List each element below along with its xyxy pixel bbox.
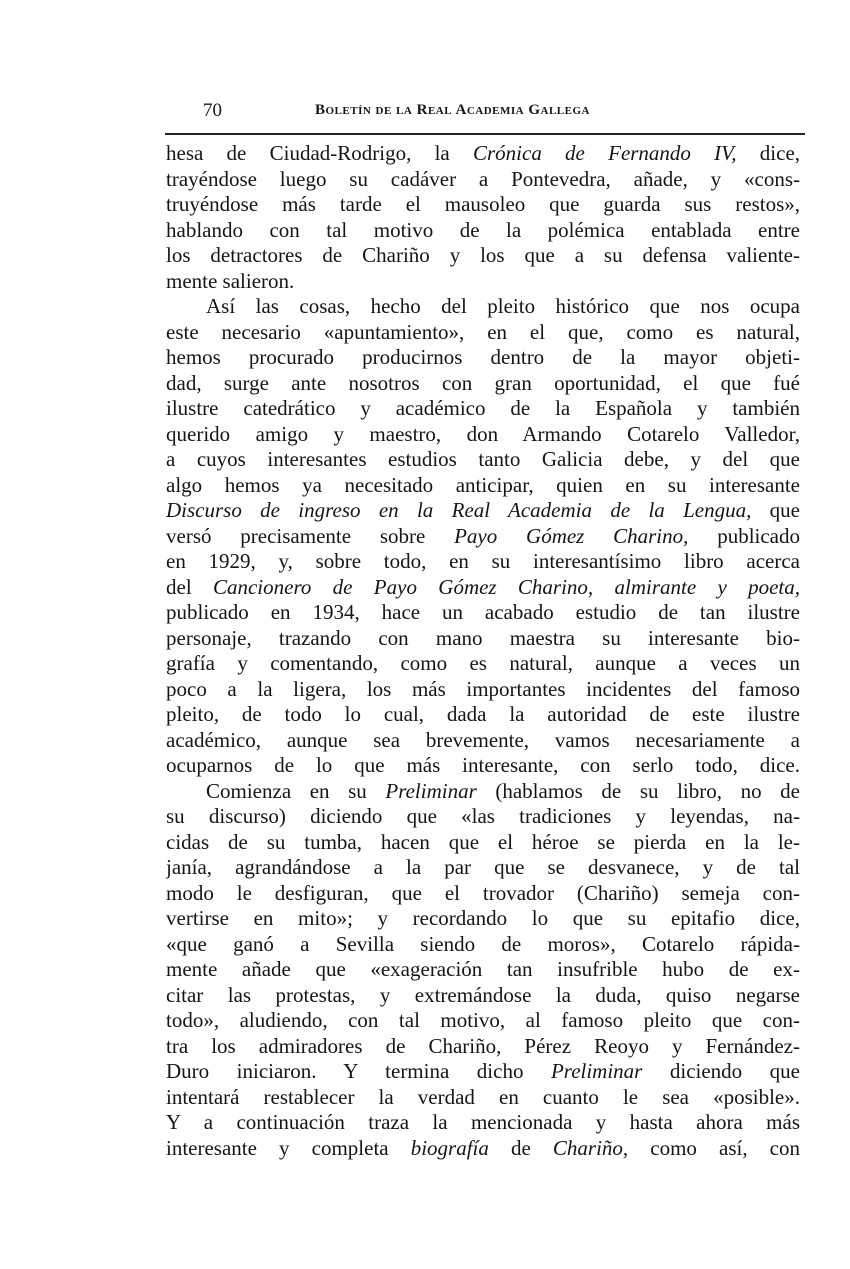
text-run: interesante y completa — [166, 1135, 411, 1160]
text-run: los detractores de Chariño y los que a su defensa valiente- — [166, 243, 800, 267]
body-text — [166, 141, 800, 1161]
text-run: de — [488, 1135, 553, 1160]
text-line — [166, 294, 800, 320]
text-run: Duro iniciaron. Y termina dicho — [166, 1059, 551, 1083]
text-line — [166, 320, 800, 346]
text-run: tra los admiradores de Chariño, Pérez Reoyo y Fernández- — [166, 1033, 800, 1058]
text-run: ocuparnos de lo que más interesante, con serlo todo, dice. — [166, 753, 800, 777]
text-line — [166, 192, 800, 218]
text-line — [166, 626, 800, 652]
text-line — [166, 243, 800, 269]
text-line — [166, 167, 800, 193]
text-run: poco a la ligera, los más importantes incidentes del famoso — [166, 676, 800, 701]
running-title: Boletín de la Real Academia Gallega — [315, 102, 590, 118]
text-run: mente añade que «exageración tan insufrible hubo de ex- — [166, 957, 800, 981]
text-line — [166, 1008, 800, 1034]
text-run: Así las cosas, hecho del pleito histórico que nos ocupa — [206, 294, 800, 318]
text-run: intentará restablecer la verdad en cuanto le sea «posible». — [166, 1084, 800, 1109]
text-run: grafía y comentando, como es natural, aunque a veces un — [166, 651, 800, 675]
italic-text: Discurso de ingreso en la Real Academia de la Lengua, — [166, 498, 752, 522]
text-line — [166, 855, 800, 881]
text-run: hemos procurado producirnos dentro de la mayor objeti- — [166, 345, 800, 369]
text-run: trayéndose luego su cadáver a Pontevedra, añade, y «cons- — [166, 166, 800, 191]
text-run: ilustre catedrático y académico de la Española y también — [166, 396, 800, 420]
text-run: querido amigo y maestro, don Armando Cotarelo Valledor, — [166, 421, 800, 446]
text-run: como así, con — [628, 1135, 800, 1160]
text-line — [166, 1034, 800, 1060]
text-run: publicado — [688, 523, 800, 548]
text-line — [166, 983, 800, 1009]
text-run: dice, — [736, 141, 800, 165]
text-run: versó precisamente sobre — [166, 523, 455, 548]
text-run: todo», aludiendo, con tal motivo, al famoso pleito que con- — [166, 1008, 800, 1032]
text-run: del — [166, 574, 213, 599]
text-run: algo hemos ya necesitado anticipar, quien en su interesante — [166, 472, 800, 497]
text-line — [166, 677, 800, 703]
italic-text: Payo Gómez Charino, — [454, 523, 689, 548]
text-run: Comienza en su — [206, 778, 386, 803]
header-rule — [165, 133, 805, 135]
text-line — [166, 422, 800, 448]
text-run: truyéndose más tarde el mausoleo que guarda sus restos», — [166, 192, 800, 216]
text-line — [166, 549, 800, 575]
text-run: publicado en 1934, hace un acabado estudio de tan ilustre — [166, 600, 800, 624]
text-run: janía, agrandándose a la par que se desvanece, y de tal — [166, 855, 800, 879]
text-line — [166, 651, 800, 677]
text-run: en 1929, y, sobre todo, en su interesantísimo libro acerca — [166, 549, 800, 573]
text-line — [166, 779, 800, 805]
italic-text: biografía — [410, 1135, 489, 1160]
text-line — [166, 1110, 800, 1136]
text-line — [166, 702, 800, 728]
italic-text: Preliminar — [550, 1059, 643, 1083]
italic-text: Chariño, — [552, 1135, 629, 1160]
page-header — [165, 100, 805, 126]
text-run: Y a continuación traza la mencionada y hasta ahora más — [166, 1110, 800, 1134]
text-run: modo le desfiguran, que el trovador (Chariño) semeja con- — [166, 880, 800, 905]
text-line — [166, 218, 800, 244]
text-line — [166, 1059, 800, 1085]
text-line — [166, 906, 800, 932]
text-line — [166, 498, 800, 524]
text-run: este necesario «apuntamiento», en el que, como es natural, — [166, 319, 800, 344]
text-run: que — [751, 498, 800, 522]
text-line — [166, 269, 800, 295]
text-run: a cuyos interesantes estudios tanto Galicia debe, y del que — [166, 447, 800, 471]
text-run: citar las protestas, y extremándose la duda, quiso negarse — [166, 982, 800, 1007]
text-run: hablando con tal motivo de la polémica entablada entre — [166, 217, 800, 242]
text-line — [166, 1136, 800, 1162]
text-run: vertirse en mito»; y recordando lo que su epitafio dice, — [166, 906, 800, 930]
text-line — [166, 753, 800, 779]
text-line — [166, 524, 800, 550]
text-line — [166, 473, 800, 499]
text-line — [166, 447, 800, 473]
text-line — [166, 371, 800, 397]
text-run: su discurso) diciendo que «las tradiciones y leyendas, na- — [166, 804, 800, 828]
italic-text: Preliminar — [385, 778, 477, 803]
text-run: mente salieron. — [166, 268, 295, 293]
text-line — [166, 830, 800, 856]
text-line — [166, 141, 800, 167]
page-number: 70 — [203, 100, 222, 121]
text-line — [166, 881, 800, 907]
text-line — [166, 600, 800, 626]
text-line — [166, 1085, 800, 1111]
text-run: pleito, de todo lo cual, dada la autoridad de este ilustre — [166, 702, 800, 726]
text-line — [166, 804, 800, 830]
text-line — [166, 932, 800, 958]
text-run: hesa de Ciudad-Rodrigo, la — [166, 141, 473, 165]
text-run: (hablamos de su libro, no de — [476, 778, 800, 803]
text-run: académico, aunque sea brevemente, vamos necesariamente a — [166, 727, 800, 752]
text-line — [166, 575, 800, 601]
text-run: diciendo que — [642, 1059, 800, 1083]
italic-text: Cancionero de Payo Gómez Charino, almirante y poeta, — [212, 574, 800, 599]
italic-text: Crónica de Fernando IV, — [472, 141, 737, 165]
text-run: personaje, trazando con mano maestra su interesante bio- — [166, 625, 800, 650]
text-line — [166, 345, 800, 371]
text-run: dad, surge ante nosotros con gran oportunidad, el que fué — [166, 370, 800, 395]
text-line — [166, 396, 800, 422]
text-line — [166, 728, 800, 754]
text-run: «que ganó a Sevilla siendo de moros», Cotarelo rápida- — [166, 931, 800, 956]
text-line — [166, 957, 800, 983]
text-run: cidas de su tumba, hacen que el héroe se pierda en la le- — [166, 829, 800, 854]
